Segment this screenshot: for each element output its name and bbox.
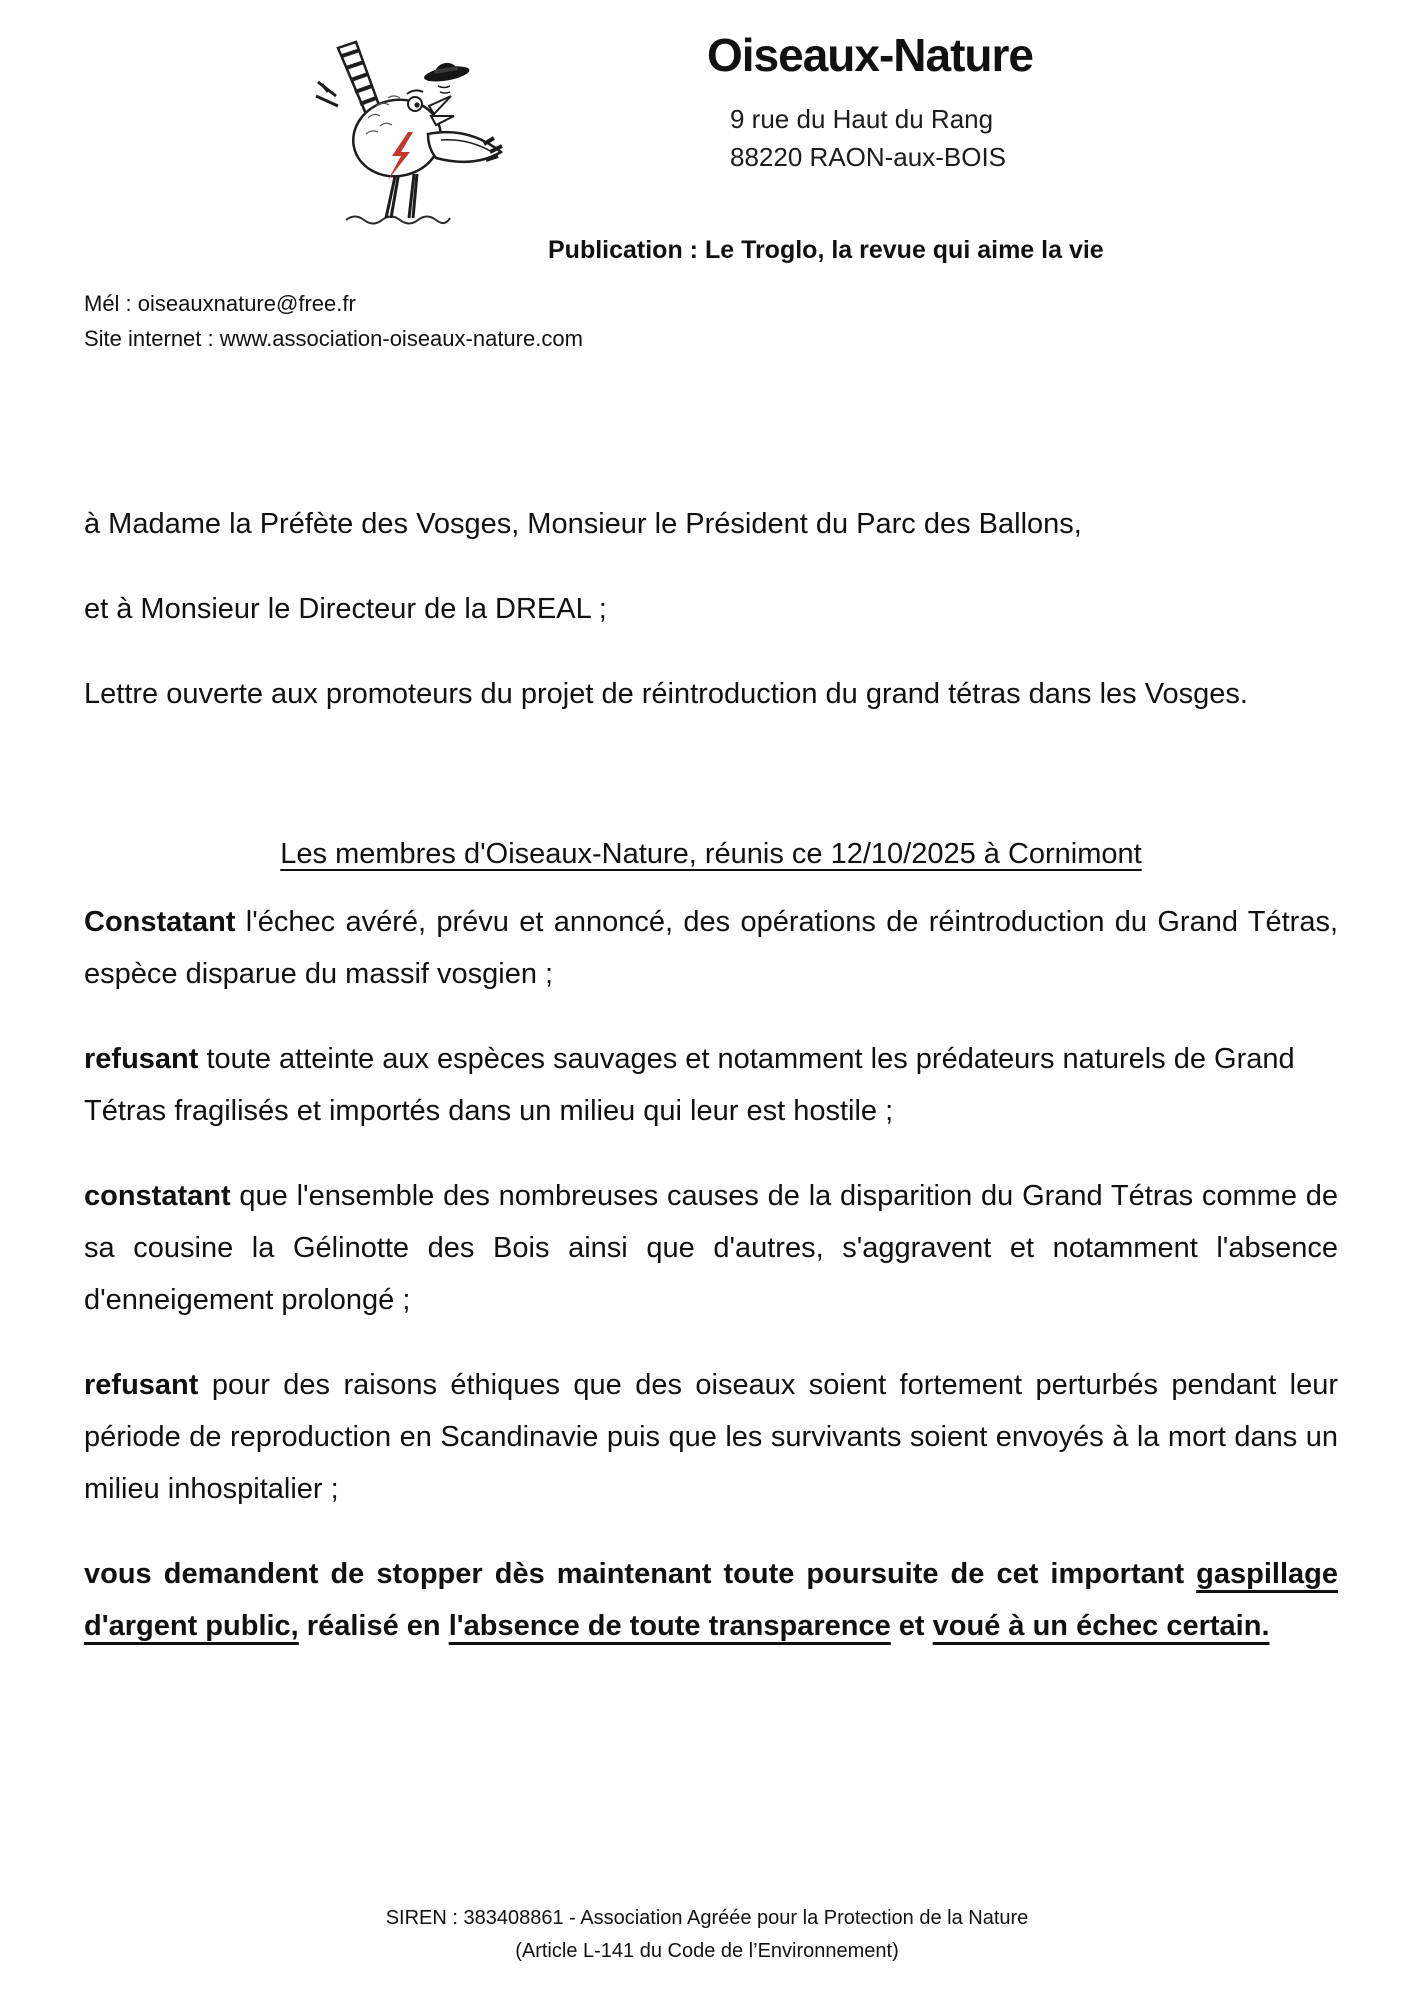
meeting-heading: Les membres d'Oiseaux-Nature, réunis ce 12/10/2025 à Cornimont	[280, 838, 1142, 870]
demand-underlined-3: voué à un échec certain.	[932, 1610, 1270, 1642]
bird-eye	[407, 90, 423, 111]
paragraph-text: pour des raisons éthiques que des oiseaux soient fortement perturbés pendant leur période de reproduction en Scandinavie puis que les survivants soient envoyés à la mort dans un milieu inhospitalier ;	[84, 1369, 1338, 1505]
bird-tail	[316, 42, 380, 114]
paragraph-lead: refusant	[84, 1369, 199, 1401]
contact-block	[84, 286, 583, 356]
org-address	[730, 100, 1006, 176]
demand-text: et	[890, 1610, 933, 1642]
address-line-1: 9 rue du Haut du Rang	[730, 104, 994, 134]
paragraph-text: l'échec avéré, prévu et annoncé, des opérations de réintroduction du Grand Tétras, espèce disparue du massif vosgien ;	[84, 906, 1338, 990]
paragraph-text: toute atteinte aux espèces sauvages et notamment les prédateurs naturels de Grand Tétras fragilisés et importés dans un milieu qui leur est hostile ;	[84, 1043, 1295, 1127]
hat-motion-marks	[438, 86, 450, 93]
paragraph-demand	[84, 1548, 1338, 1652]
demand-underlined-2: l'absence de toute transparence	[448, 1610, 891, 1642]
demand-underlined-1: gaspillage d'argent public,	[84, 1558, 1338, 1642]
paragraph-text: que l'ensemble des nombreuses causes de la disparition du Grand Tétras comme de sa cousine la Gélinotte des Bois ainsi que d'autres, s'aggravent et notamment l'absence d'enneigement prolongé ;	[84, 1180, 1338, 1316]
paragraph-lead: refusant	[84, 1043, 199, 1075]
paragraph-lead: constatant	[84, 1180, 231, 1212]
paragraph-constatant-2	[84, 1170, 1338, 1326]
paragraph-lead: Constatant	[84, 906, 236, 938]
paragraph-refusant-1	[84, 1033, 1338, 1137]
letter-subject: Lettre ouverte aux promoteurs du projet de réintroduction du grand tétras dans les Vosges.	[84, 678, 1248, 710]
website-line: Site internet : www.association-oiseaux-nature.com	[84, 326, 583, 351]
bird-hat	[422, 59, 470, 84]
siren-line: SIREN : 383408861 - Association Agréée pour la Protection de la Nature	[385, 1907, 1029, 1929]
bird-legs	[386, 172, 417, 218]
letter-footer	[0, 1902, 1414, 1968]
demand-text: vous demandent de stopper dès maintenant toute poursuite de cet important	[84, 1558, 1197, 1590]
letter-body	[84, 498, 1338, 1685]
address-line-2: 88220 RAON-aux-BOIS	[730, 142, 1007, 172]
ground-line	[346, 217, 450, 224]
association-logo	[296, 34, 534, 236]
bird-wing	[428, 132, 502, 162]
recipients-line-2: et à Monsieur le Directeur de la DREAL ;	[84, 593, 607, 625]
paragraph-refusant-2	[84, 1359, 1338, 1515]
email-line: Mél : oiseauxnature@free.fr	[84, 291, 356, 316]
publication-line: Publication : Le Troglo, la revue qui aime la vie	[548, 236, 1104, 264]
org-name: Oiseaux-Nature	[706, 29, 1033, 81]
article-line: (Article L-141 du Code de l’Environnement)	[515, 1940, 899, 1962]
recipients-line-1: à Madame la Préfète des Vosges, Monsieur le Président du Parc des Ballons,	[84, 508, 1082, 540]
demand-text: réalisé en	[298, 1610, 449, 1642]
bird-beak	[429, 96, 454, 125]
paragraph-constatant-1	[84, 896, 1338, 1000]
wren-bird-with-hat-icon	[296, 34, 534, 236]
